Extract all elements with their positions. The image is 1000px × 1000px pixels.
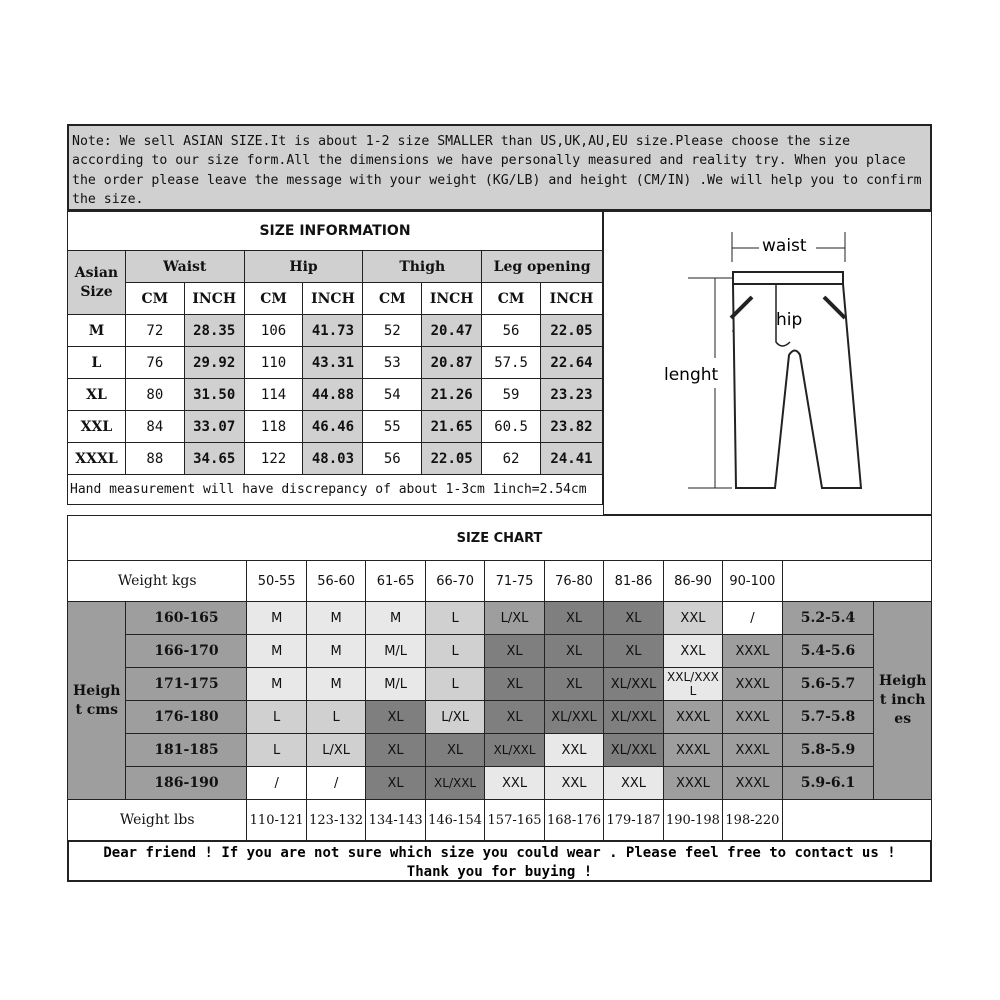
size-cell: M [247,602,306,635]
leg-opening-header: Leg opening [482,251,603,283]
unit-header: CM [363,283,422,315]
size-chart-table [67,515,932,841]
waist-header: Waist [125,251,244,283]
inch-value: 31.50 [184,379,244,411]
inch-value: 20.47 [422,315,482,347]
size-cell: XXXL [663,701,722,734]
size-cell: M [306,668,365,701]
size-cell: XXXL [723,701,782,734]
size-cell: XXL [485,767,544,800]
cm-value: 54 [363,379,422,411]
height-inch-value: 5.7-5.8 [782,701,874,734]
cm-value: 60.5 [482,411,541,443]
weight-kgs-value: 76-80 [544,561,603,602]
inch-value: 44.88 [303,379,363,411]
table-row [68,701,932,734]
height-inch-value: 5.6-5.7 [782,668,874,701]
weight-lbs-value: 157-165 [485,800,544,841]
weight-lbs-value: 190-198 [663,800,722,841]
inch-value: 48.03 [303,443,363,475]
size-cell: L/XL [425,701,484,734]
weight-kgs-value: 81-86 [604,561,663,602]
size-cell: XL/XXL [604,701,663,734]
weight-lbs-value: 110-121 [247,800,306,841]
size-cell: XXXL [723,668,782,701]
size-label: M [68,315,126,347]
thigh-header: Thigh [363,251,482,283]
cm-value: 80 [125,379,184,411]
size-label: XL [68,379,126,411]
weight-kgs-value: 86-90 [663,561,722,602]
inch-value: 23.82 [541,411,603,443]
height-cm-value: 181-185 [126,734,247,767]
cm-value: 106 [244,315,303,347]
size-cell: / [723,602,782,635]
size-cell: M/L [366,668,425,701]
size-cell: XL [366,734,425,767]
size-info-table [67,211,603,505]
cm-value: 62 [482,443,541,475]
measurement-footnote: Hand measurement will have discrepancy of about 1-3cm 1inch=2.54cm [68,475,603,505]
size-cell: / [247,767,306,800]
inch-value: 33.07 [184,411,244,443]
table-row [68,668,932,701]
unit-header: INCH [303,283,363,315]
size-chart-title: SIZE CHART [68,516,932,561]
table-row [68,315,603,347]
cm-value: 52 [363,315,422,347]
size-cell: M/L [366,635,425,668]
cm-value: 57.5 [482,347,541,379]
size-cell: L [306,701,365,734]
size-cell: XXXL [723,734,782,767]
size-cell: XXL [604,767,663,800]
unit-header: INCH [184,283,244,315]
size-cell: XL [604,602,663,635]
table-row [68,347,603,379]
inch-value: 24.41 [541,443,603,475]
size-cell: XL [366,701,425,734]
table-row [68,635,932,668]
size-cell: / [306,767,365,800]
size-cell: L [425,668,484,701]
weight-lbs-value: 179-187 [604,800,663,841]
weight-kgs-value: 66-70 [425,561,484,602]
table-row [68,602,932,635]
inch-value: 41.73 [303,315,363,347]
size-cell: XL [544,635,603,668]
size-cell: XL [485,668,544,701]
height-cm-value: 186-190 [126,767,247,800]
size-cell: L [247,701,306,734]
size-cell: M [247,668,306,701]
weight-kgs-value: 50-55 [247,561,306,602]
pants-illustration [604,212,930,513]
inch-value: 22.05 [422,443,482,475]
size-cell: XL [604,635,663,668]
weight-lbs-value: 146-154 [425,800,484,841]
inch-value: 20.87 [422,347,482,379]
cm-value: 88 [125,443,184,475]
cm-value: 110 [244,347,303,379]
weight-kgs-value: 90-100 [723,561,782,602]
size-cell: XXXL [723,635,782,668]
size-label: XXL [68,411,126,443]
cm-value: 59 [482,379,541,411]
height-cm-value: 171-175 [126,668,247,701]
size-cell: XXL [544,734,603,767]
weight-lbs-value: 134-143 [366,800,425,841]
cm-value: 118 [244,411,303,443]
hip-header: Hip [244,251,363,283]
table-row [68,379,603,411]
inch-value: 46.46 [303,411,363,443]
unit-header: CM [244,283,303,315]
size-cell: XXL [544,767,603,800]
table-row [68,734,932,767]
inch-value: 22.64 [541,347,603,379]
inch-value: 21.65 [422,411,482,443]
size-cell: L/XL [485,602,544,635]
size-cell: M [306,602,365,635]
size-cell: XXXL [723,767,782,800]
size-cell: XL/XXL [544,701,603,734]
inch-value: 34.65 [184,443,244,475]
size-cell: M [247,635,306,668]
size-cell: XL [485,635,544,668]
height-cm-value: 160-165 [126,602,247,635]
height-cms-header: Height cms [68,602,126,800]
size-cell: XL [366,767,425,800]
waist-label: waist [762,236,807,256]
weight-lbs-value: 168-176 [544,800,603,841]
length-label: lenght [664,365,719,385]
weight-lbs-value: 198-220 [723,800,782,841]
table-row [68,767,932,800]
size-label: XXXL [68,443,126,475]
size-cell: XXL/XXXL [663,668,722,701]
size-label: L [68,347,126,379]
inch-value: 43.31 [303,347,363,379]
size-cell: XL/XXL [604,734,663,767]
cm-value: 122 [244,443,303,475]
footer-message [67,840,932,882]
height-inch-value: 5.8-5.9 [782,734,874,767]
size-cell: XL/XXL [425,767,484,800]
cm-value: 53 [363,347,422,379]
size-cell: L [247,734,306,767]
weight-lbs-header: Weight lbs [68,800,247,841]
cm-value: 76 [125,347,184,379]
height-inch-value: 5.9-6.1 [782,767,874,800]
cm-value: 55 [363,411,422,443]
inch-value: 21.26 [422,379,482,411]
size-cell: L [425,602,484,635]
unit-header: CM [125,283,184,315]
size-cell: XXL [663,635,722,668]
pants-diagram [603,211,932,515]
size-cell: XXXL [663,767,722,800]
size-cell: XL/XXL [485,734,544,767]
unit-header: CM [482,283,541,315]
asian-size-header: Asian Size [68,251,126,315]
weight-kgs-value: 61-65 [366,561,425,602]
size-cell: XL/XXL [604,668,663,701]
table-row [68,411,603,443]
size-cell: L [425,635,484,668]
size-cell: XL [544,602,603,635]
cm-value: 114 [244,379,303,411]
cm-value: 56 [482,315,541,347]
weight-lbs-value: 123-132 [306,800,365,841]
size-cell: XL [485,701,544,734]
cm-value: 56 [363,443,422,475]
size-cell: XXXL [663,734,722,767]
height-inch-value: 5.2-5.4 [782,602,874,635]
size-cell: M [306,635,365,668]
weight-kgs-header: Weight kgs [68,561,247,602]
size-info-title: SIZE INFORMATION [68,212,603,251]
unit-header: INCH [541,283,603,315]
footer-line-1: Dear friend ! If you are not sure which size you could wear . Please feel free to contact us ! [103,845,896,861]
hip-label: hip [776,310,803,330]
height-cm-value: 166-170 [126,635,247,668]
height-inches-header: Height inches [874,602,932,800]
size-cell: XXL [663,602,722,635]
note-text: Note: We sell ASIAN SIZE.It is about 1-2 size SMALLER than US,UK,AU,EU size.Please choose the size according to our size form.All the dimensions we have personally measured and reality try. When you place the order please leave the message with your weight (KG/LB) and height (CM/IN) .We will help you to confirm the size. [67,124,932,211]
unit-header: INCH [422,283,482,315]
footer-line-2: Thank you for buying ! [406,864,593,880]
height-cm-value: 176-180 [126,701,247,734]
size-cell: M [366,602,425,635]
cm-value: 72 [125,315,184,347]
table-row [68,443,603,475]
cm-value: 84 [125,411,184,443]
inch-value: 23.23 [541,379,603,411]
inch-value: 29.92 [184,347,244,379]
size-cell: XL [544,668,603,701]
weight-kgs-value: 71-75 [485,561,544,602]
height-inch-value: 5.4-5.6 [782,635,874,668]
size-cell: L/XL [306,734,365,767]
inch-value: 28.35 [184,315,244,347]
size-cell: XL [425,734,484,767]
inch-value: 22.05 [541,315,603,347]
weight-kgs-value: 56-60 [306,561,365,602]
